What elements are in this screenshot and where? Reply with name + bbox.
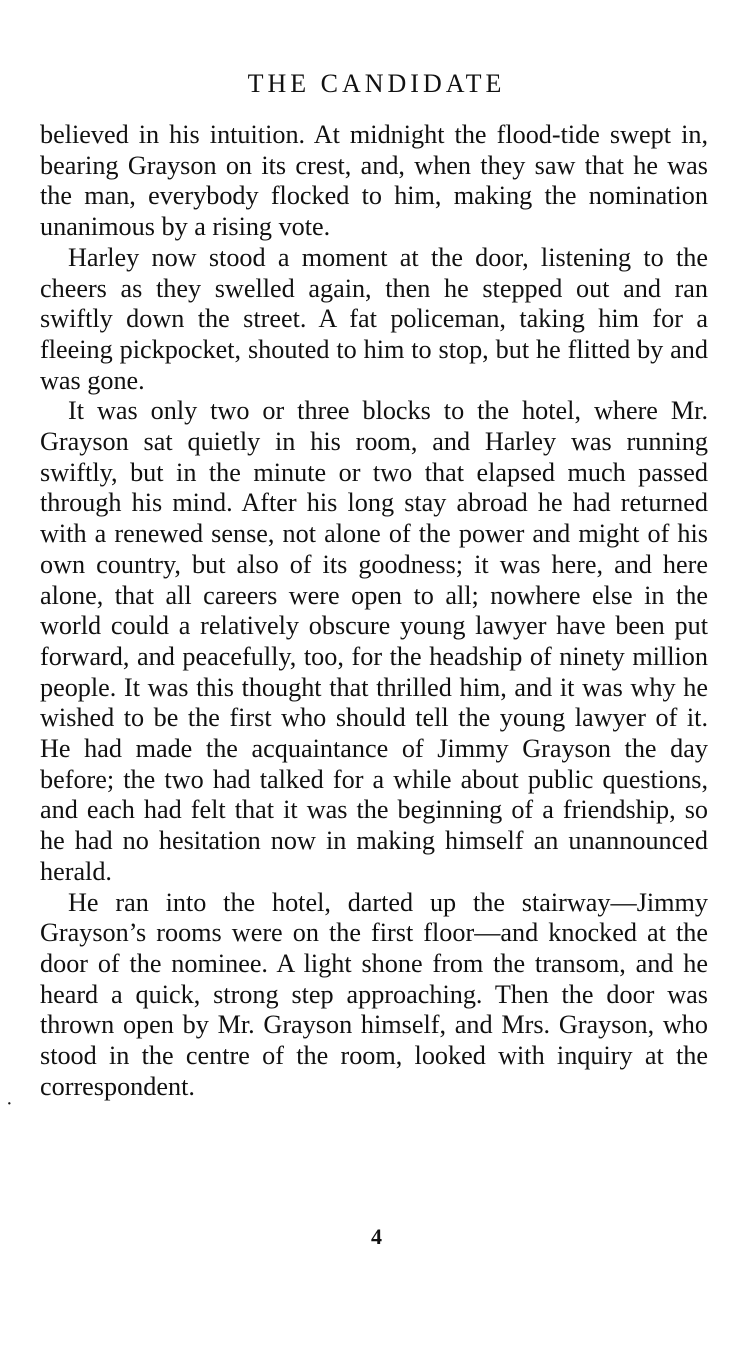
body-text	[40, 120, 708, 1103]
paragraph-continued: believed in his intuition. At midnight the flood-tide swept in, bearing Grayson on its crest, and, when they saw that he was the man, everybody flocked to him, making the nomination unanimous by a rising vote.	[40, 120, 708, 242]
running-title: THE CANDIDATE	[247, 69, 506, 98]
margin-mark: ·	[6, 1093, 13, 1115]
paragraph: It was only two or three blocks to the hotel, where Mr. Grayson sat quietly in his room, and Harley was running swiftly, but in the minute or two that elapsed much passed through his mind. After his long stay abroad he had returned with a renewed sense, not alone of the power and might of his own country, but also of its goodness; it was here, and here alone, that all careers were open to all; nowhere else in the world could a relatively obscure young lawyer have been put forward, and peacefully, too, for the headship of ninety million people. It was this thought that thrilled him, and it was why he wished to be the first who should tell the young lawyer of it. He had made the acquaintance of Jimmy Grayson the day before; the two had talked for a while about public questions, and each had felt that it was the beginning of a friendship, so he had no hesitation now in making himself an unannounced herald.	[40, 396, 708, 886]
paragraph: He ran into the hotel, darted up the stairway—Jimmy Grayson’s rooms were on the first floor—and knocked at the door of the nominee. A light shone from the transom, and he heard a quick, strong step approaching. Then the door was thrown open by Mr. Grayson himself, and Mrs. Grayson, who stood in the centre of the room, looked with inquiry at the correspondent.	[40, 887, 708, 1101]
page-number: 4	[371, 1224, 382, 1249]
paragraph: Harley now stood a moment at the door, listening to the cheers as they swelled again, then he stepped out and ran swiftly down the street. A fat policeman, taking him for a fleeing pickpocket, shouted to him to stop, but he flitted by and was gone.	[40, 242, 708, 395]
